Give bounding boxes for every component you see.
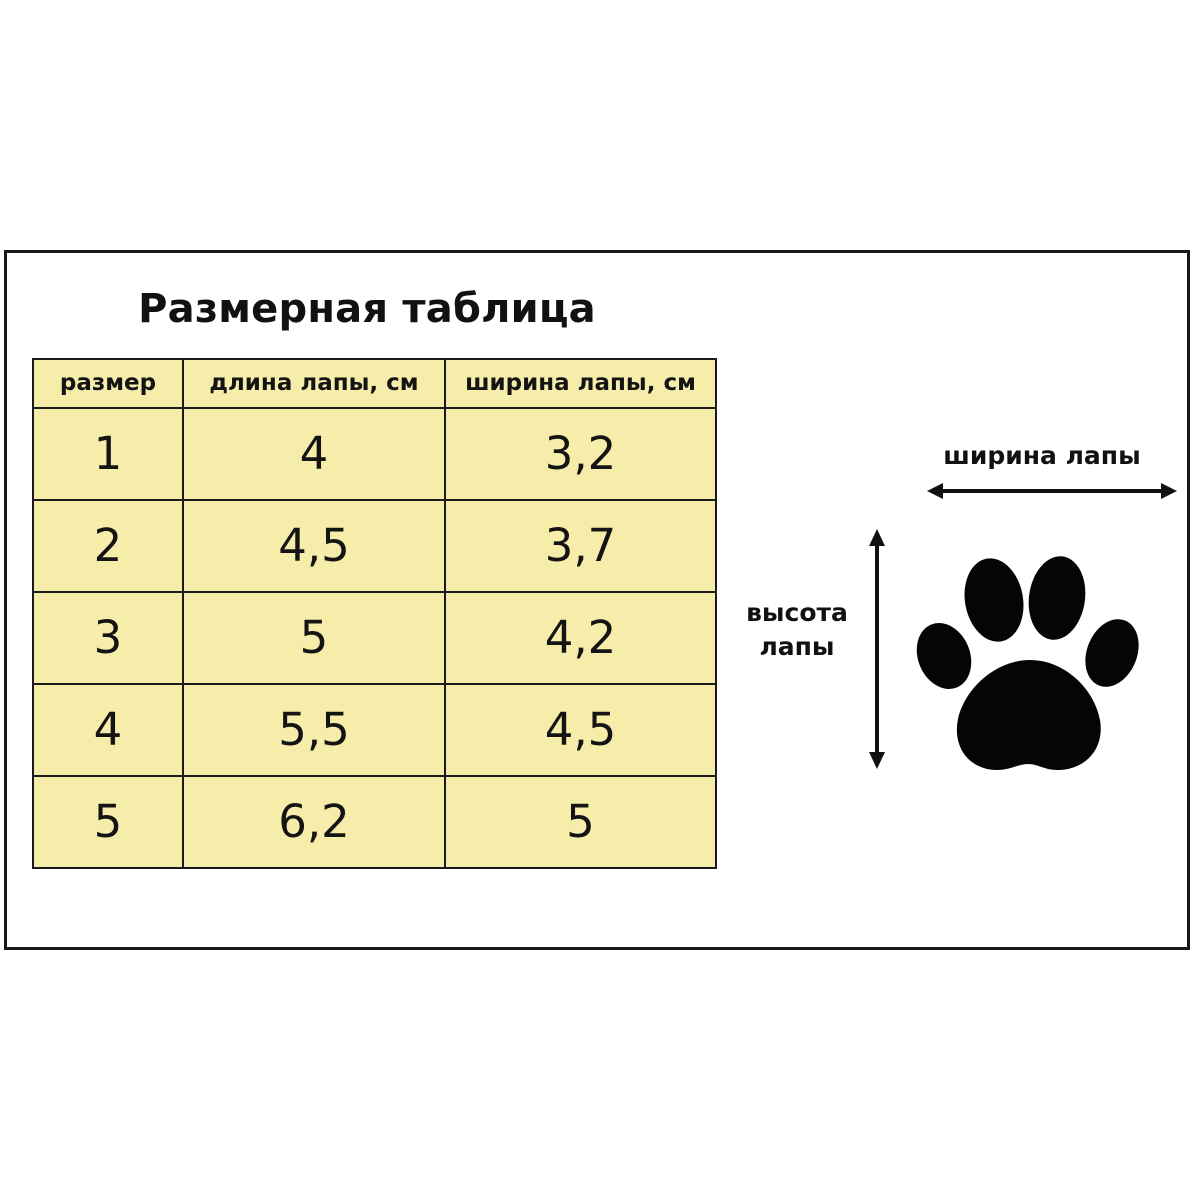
- table-row: [33, 592, 716, 684]
- paw-print-icon: [912, 538, 1162, 788]
- column-header-width: ширина лапы, см: [445, 359, 716, 408]
- page-title: Размерная таблица: [138, 286, 596, 332]
- cell-width: 5: [445, 776, 716, 868]
- cell-length: 5: [183, 592, 445, 684]
- cell-width: 3,7: [445, 500, 716, 592]
- height-measure-label-line2: лапы: [759, 632, 835, 661]
- cell-width: 3,2: [445, 408, 716, 500]
- width-arrow-icon: [927, 483, 1177, 499]
- cell-length: 4,5: [183, 500, 445, 592]
- cell-width: 4,2: [445, 592, 716, 684]
- table-row: [33, 776, 716, 868]
- paw-measurement-diagram: [727, 433, 1177, 833]
- column-header-length: длина лапы, см: [183, 359, 445, 408]
- table-header-row: [33, 359, 716, 408]
- cell-size: 4: [33, 684, 183, 776]
- cell-size: 3: [33, 592, 183, 684]
- column-header-size: размер: [33, 359, 183, 408]
- cell-length: 4: [183, 408, 445, 500]
- size-table: [32, 358, 717, 869]
- table-row: [33, 408, 716, 500]
- width-measure-label: ширина лапы: [943, 441, 1141, 470]
- table-row: [33, 500, 716, 592]
- size-chart-card: [4, 250, 1190, 950]
- cell-size: 5: [33, 776, 183, 868]
- cell-length: 6,2: [183, 776, 445, 868]
- cell-size: 2: [33, 500, 183, 592]
- table-head: [33, 359, 716, 408]
- cell-width: 4,5: [445, 684, 716, 776]
- table-row: [33, 684, 716, 776]
- cell-length: 5,5: [183, 684, 445, 776]
- cell-size: 1: [33, 408, 183, 500]
- height-measure-label-line1: высота: [746, 598, 848, 627]
- height-arrow-icon: [869, 529, 885, 769]
- table-body: [33, 408, 716, 868]
